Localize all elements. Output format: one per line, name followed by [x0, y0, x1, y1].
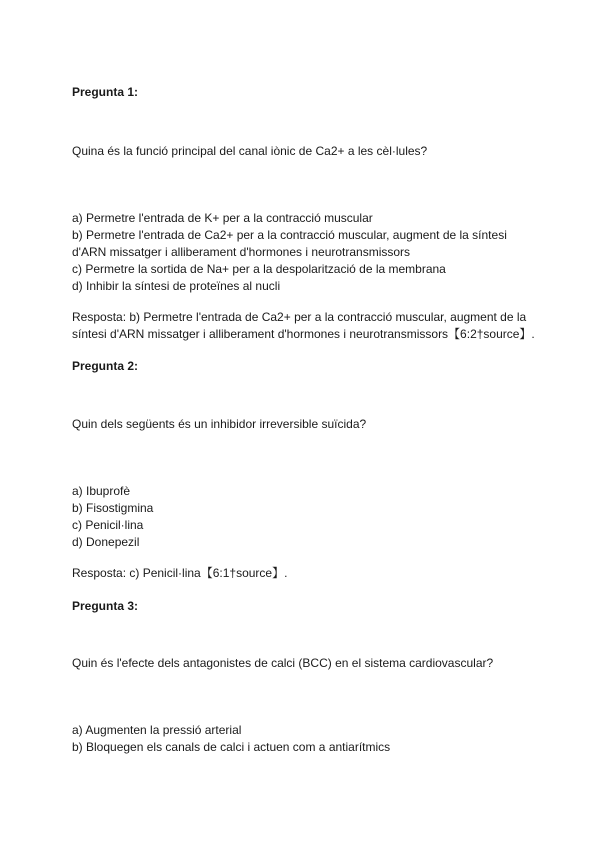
question-3-heading: Pregunta 3:: [72, 599, 139, 613]
question-1-options: [72, 210, 542, 295]
question-1-option-d: d) Inhibir la síntesi de proteïnes al nucli: [72, 279, 281, 293]
question-1-option-b: b) Permetre l'entrada de Ca2+ per a la contracció muscular, augment de la síntesi d'ARN missatger i alliberament d'hormones i neurotransmissors: [72, 228, 507, 259]
question-2-option-c: c) Penicil·lina: [72, 518, 144, 532]
question-2-option-b: b) Fisostigmina: [72, 501, 154, 515]
question-2-answer: Resposta: c) Penicil·lina【6:1†source】.: [72, 566, 288, 580]
question-3-text: Quin és l'efecte dels antagonistes de calci (BCC) en el sistema cardiovascular?: [72, 656, 494, 670]
question-1-option-a: a) Permetre l'entrada de K+ per a la contracció muscular: [72, 211, 373, 225]
question-3-option-a: a) Augmenten la pressió arterial: [72, 723, 242, 737]
question-3-option-b: b) Bloquegen els canals de calci i actuen com a antiarítmics: [72, 740, 391, 754]
question-2-option-a: a) Ibuprofè: [72, 484, 131, 498]
question-2-text: Quin dels següents és un inhibidor irreversible suïcida?: [72, 417, 367, 431]
question-2-heading: Pregunta 2:: [72, 359, 139, 373]
question-1-answer: Resposta: b) Permetre l'entrada de Ca2+ per a la contracció muscular, augment de la síntesi d'ARN missatger i alliberament d'hormones i neurotransmissors【6:2†source】.: [72, 310, 535, 341]
question-1-text: Quina és la funció principal del canal iònic de Ca2+ a les cèl·lules?: [72, 144, 428, 158]
question-2-options: [72, 483, 542, 551]
question-1-heading: Pregunta 1:: [72, 85, 139, 99]
question-2-option-d: d) Donepezil: [72, 535, 140, 549]
question-3-options: [72, 722, 542, 756]
question-1-option-c: c) Permetre la sortida de Na+ per a la despolarització de la membrana: [72, 262, 446, 276]
